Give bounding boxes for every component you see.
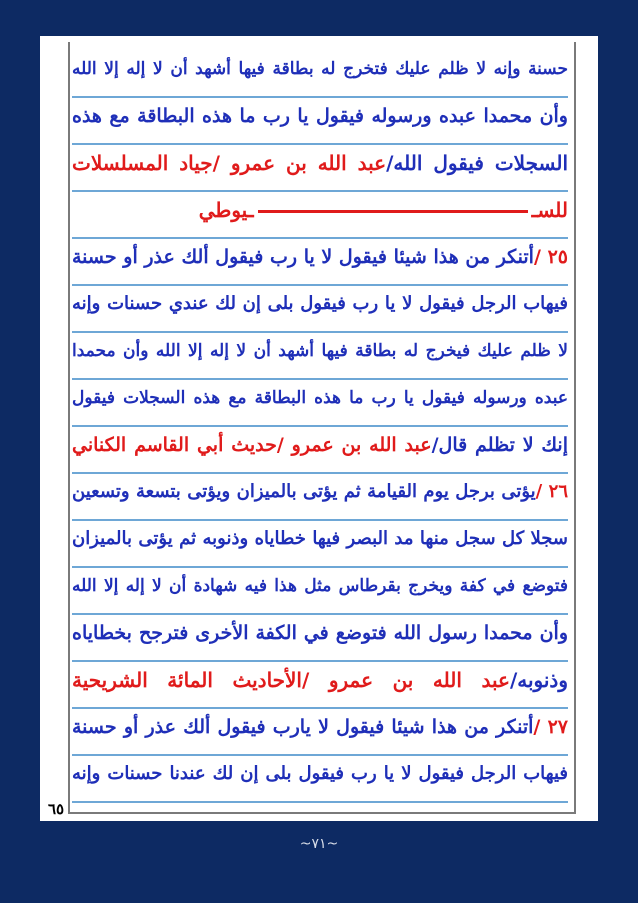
line-3-citation: عبد الله بن عمرو /جياد المسلسلات	[72, 151, 387, 175]
hadith-number-25: ٢٥ /	[533, 246, 568, 268]
line-2-text: وأن محمدا عبده ورسوله فيقول يا رب ما هذه البطاقة مع هذه	[72, 105, 568, 127]
line-11-text: سجلا كل سجل منها مد البصر فيها خطاياه وذنوبه ثم يؤتى بالميزان	[72, 528, 568, 549]
line-7-text: لا ظلم عليك فيخرج له بطاقة فيها أشهد أن لا إله إلا الله وأن محمدا	[72, 341, 568, 361]
inner-page-number: ٦٥	[48, 800, 65, 818]
line-13-text: وأن محمدا رسول الله فتوضع في الكفة الأخرى فترجح بخطاياه	[72, 622, 568, 644]
line-3-text: السجلات فيقول الله/	[386, 151, 568, 175]
line-12-text: فتوضع في كفة ويخرج بقرطاس مثل هذا فيه شهادة أن لا إله إلا الله	[72, 576, 568, 596]
line-4-citation-end: ـيوطي	[198, 198, 254, 222]
line-15-text: أتنكر من هذا شيئا فيقول لا يارب فيقول ألك عذر أو حسنة	[72, 716, 534, 738]
outer-page-number: ~٧١~	[299, 836, 339, 852]
line-16-text: فيهاب الرجل فيقول لا يا رب فيقول بلى إن لك عندنا حسنات وإنه	[72, 763, 568, 784]
kashida-stretch-line	[258, 210, 528, 213]
line-6-text: فيهاب الرجل فيقول لا يا رب فيقول بلى إن لك عندي حسنات وإنه	[72, 293, 568, 314]
text-line-16	[72, 747, 568, 803]
line-14-citation: عبد الله بن عمرو /الأحاديث المائة الشريحية	[72, 668, 510, 692]
hadith-number-26: ٢٦ /	[535, 481, 568, 502]
line-1-text: حسنة وإنه لا ظلم عليك فتخرج له بطاقة فيها أشهد أن لا إله إلا الله	[72, 59, 568, 79]
line-14-text: وذنوبه/	[509, 668, 568, 692]
line-9-text: إنك لا تظلم قال/	[431, 434, 568, 456]
line-5-text: أتنكر من هذا شيئا فيقول لا يا رب فيقول ألك عذر أو حسنة	[72, 246, 534, 268]
line-8-text: عبده ورسوله فيقول يا رب ما هذه البطاقة مع هذه السجلات فيقول	[72, 388, 568, 408]
document-page	[40, 36, 598, 821]
line-10-text: يؤتى برجل يوم القيامة ثم يؤتى بالميزان ويؤتى بتسعة وتسعين	[72, 481, 536, 502]
line-4-citation-start: للسـ	[531, 198, 568, 222]
hadith-number-27: ٢٧ /	[533, 716, 568, 738]
line-9-citation: عبد الله بن عمرو /حديث أبي القاسم الكناني	[72, 434, 432, 456]
